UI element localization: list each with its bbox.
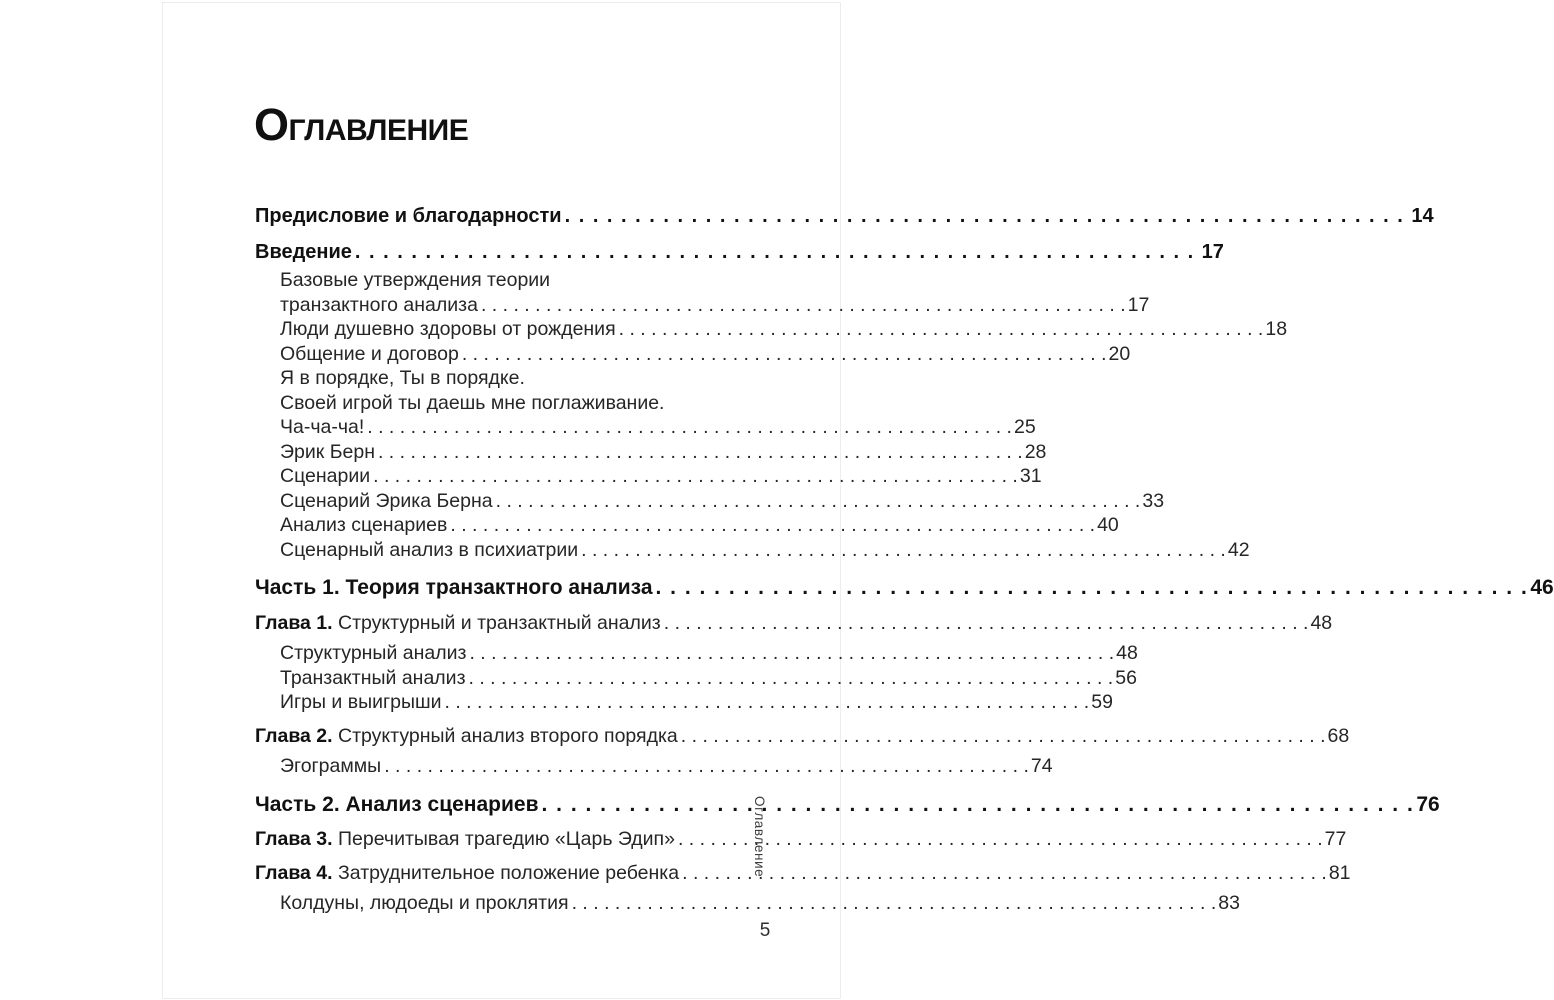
toc-entry-page: 48 [1310,611,1333,634]
sidebar-vertical-label: Оглавление [752,796,767,878]
toc-entry [255,204,1434,229]
toc-entry-text: Ча-ча-ча! [280,416,365,438]
toc-entry-line [255,204,1434,229]
toc-entry-page: 74 [1030,755,1053,777]
toc-entry-line [280,891,1240,916]
toc-entry-label [280,294,478,316]
toc-entry-page: 17 [1201,240,1224,263]
toc-entry-line [280,513,1119,538]
dot-leader [469,642,1114,664]
toc-entry-page: 28 [1024,440,1047,463]
toc-entry [280,690,1113,715]
toc-entry-label [255,241,352,263]
toc-entry-page: 48 [1116,642,1138,664]
dot-leader [619,318,1264,340]
toc-entry-page: 14 [1411,205,1434,227]
toc-entry-text: Введение [255,240,352,263]
toc-entry-line [280,415,1036,440]
toc-entry-label [280,490,493,512]
toc-entry-label [255,828,675,850]
toc-entry-label [255,725,678,747]
dot-leader [565,205,1405,227]
folio-page-number: 5 [759,920,771,941]
toc-entry [255,792,1440,818]
toc-entry-label [280,269,550,291]
toc-entry-text: Транзактный анализ [280,666,466,689]
toc-entry [280,754,1053,779]
toc-entry-text: Сценарий Эрика Берна [280,489,493,512]
toc-entry-page: 56 [1115,666,1137,689]
toc-entry-text: Общение и договор [280,342,459,365]
toc-entry [280,489,1165,514]
toc-entry-page: 76 [1416,792,1440,816]
toc-entry-text: Своей игрой ты даешь мне поглаживание. [280,391,665,414]
toc-entry [280,366,1036,440]
toc-entry [280,641,1138,666]
toc-entry-page: 20 [1108,342,1131,365]
toc-entry-text: Структурный и транзактный анализ [338,611,661,634]
toc-entry-label [280,892,569,914]
toc-entry-page: 40 [1097,514,1119,536]
toc-entry-line [255,827,1347,852]
toc-entry [280,317,1288,342]
toc-entry-label [280,416,364,438]
toc-entry [280,342,1131,367]
dot-leader [581,539,1226,561]
toc-entry-line [280,391,697,416]
dot-leader [384,755,1029,777]
toc-entry-label [280,392,664,414]
dot-leader [682,862,1327,884]
toc-entry-prefix: Глава 4. [255,861,333,884]
toc-entry-text: Эгограммы [280,755,382,777]
toc-entry-label [280,367,525,389]
toc-entry [255,576,1554,601]
toc-entry [280,440,1047,465]
toc-entry-label [255,793,539,816]
toc-entry-line [280,464,1042,489]
toc-entry-text: Игры и выигрыши [280,691,442,713]
dot-leader [355,241,1195,263]
toc-entry-line [280,666,1137,691]
toc-entry-label [255,205,562,227]
toc-entry-text: Я в порядке, Ты в порядке. [280,367,525,389]
toc-entry-page: 77 [1324,828,1347,850]
toc-entry-line [255,792,1440,818]
toc-entry [255,724,1350,749]
toc-entry-line [255,611,1333,636]
toc-entry-page: 59 [1091,691,1113,713]
toc-entry-prefix: Глава 3. [255,828,333,850]
toc-entry-label [280,539,578,561]
toc-entry-prefix: Глава 1. [255,611,333,634]
toc-entry [280,513,1119,538]
toc-entry [280,666,1137,691]
toc-entry-line [255,724,1350,749]
dot-leader [496,490,1141,512]
dot-leader [445,691,1090,713]
toc-entry-page: 25 [1013,416,1036,438]
toc-entry-line [255,576,1554,601]
toc-entry-page: 31 [1019,465,1042,487]
toc-entry [255,240,1224,265]
toc-entry-prefix: Глава 2. [255,724,333,747]
page-title: ОГЛАВЛЕНИЕ [254,99,469,150]
toc-entry-text: Затруднительное положение ребенка [338,861,680,884]
toc-entry-page: 83 [1218,892,1240,914]
dot-leader [572,892,1217,914]
toc-entry-label [255,862,679,884]
toc-entry-label [255,576,653,599]
toc-entry [280,268,1150,317]
toc-entry-text: Колдуны, людоеды и проклятия [280,892,569,914]
toc-entry-line [280,641,1138,666]
toc-entry-text: транзактного анализа [280,293,478,316]
toc-entry-label [280,691,442,713]
toc-entry-text: Эрик Берн [280,440,375,463]
toc-entry-text: Сценарный анализ в психиатрии [280,538,579,561]
toc-entry-page: 42 [1227,538,1250,561]
toc-entry-label [280,642,466,664]
toc-entry [280,464,1042,489]
toc-entry-text: Анализ сценариев [280,514,448,536]
dot-leader [367,416,1012,438]
dot-leader [656,576,1529,599]
toc-entry-text: Часть 1. Теория транзактного анализа [255,576,653,599]
dot-leader [678,828,1323,850]
dot-leader [462,343,1107,365]
toc-entry-label [280,667,466,689]
dot-leader [664,612,1309,634]
toc-entry-text: Перечитывая трагедию «Царь Эдип» [338,828,675,850]
toc-entry [255,611,1333,636]
toc-entry-line [280,293,1150,318]
toc-entry-line [280,268,697,293]
toc-entry-line [280,342,1131,367]
toc-entry-page: 81 [1328,861,1351,884]
toc-entry-text: Часть 2. Анализ сценариев [255,792,539,816]
dot-leader [481,294,1126,316]
toc-entry-line [280,440,1047,465]
dot-leader [681,725,1326,747]
dot-leader [542,793,1415,816]
toc-entry-line [280,690,1113,715]
toc-entry-line [280,538,1250,563]
toc-entry-line [280,317,1288,342]
toc-entry-page: 46 [1530,576,1554,599]
toc-entry-label [280,514,447,536]
toc-entry-line [280,754,1053,779]
toc-entry [280,538,1250,563]
toc-entry-label [255,612,661,634]
toc-entry-page: 18 [1265,318,1288,340]
toc-entry-text: Люди душевно здоровы от рождения [280,318,616,340]
toc-entry-page: 68 [1327,724,1350,747]
dot-leader [373,465,1018,487]
toc-entry-label [280,343,459,365]
dot-leader [450,514,1095,536]
toc-entry-label [280,465,370,487]
dot-leader [469,667,1114,689]
toc-entry-line [280,366,697,391]
toc-entry-page: 33 [1142,489,1165,512]
toc-entry-label [280,441,375,463]
toc-entry-text: Предисловие и благодарности [255,205,562,227]
toc-entry-text: Структурный анализ [280,642,467,664]
toc-entry-text: Базовые утверждения теории [280,269,551,291]
toc-entry [255,827,1347,852]
toc-entry-line [255,861,1351,886]
toc-entry [255,861,1351,886]
dot-leader [378,441,1023,463]
toc-entry [280,891,1240,916]
toc-entry-line [280,489,1165,514]
toc-entry-label [280,755,381,777]
toc-entry-page: 17 [1127,293,1150,316]
toc-entry-label [280,318,616,340]
toc-entry-text: Сценарии [280,465,371,487]
toc-entry-text: Структурный анализ второго порядка [338,724,678,747]
toc-entry-line [255,240,1224,265]
